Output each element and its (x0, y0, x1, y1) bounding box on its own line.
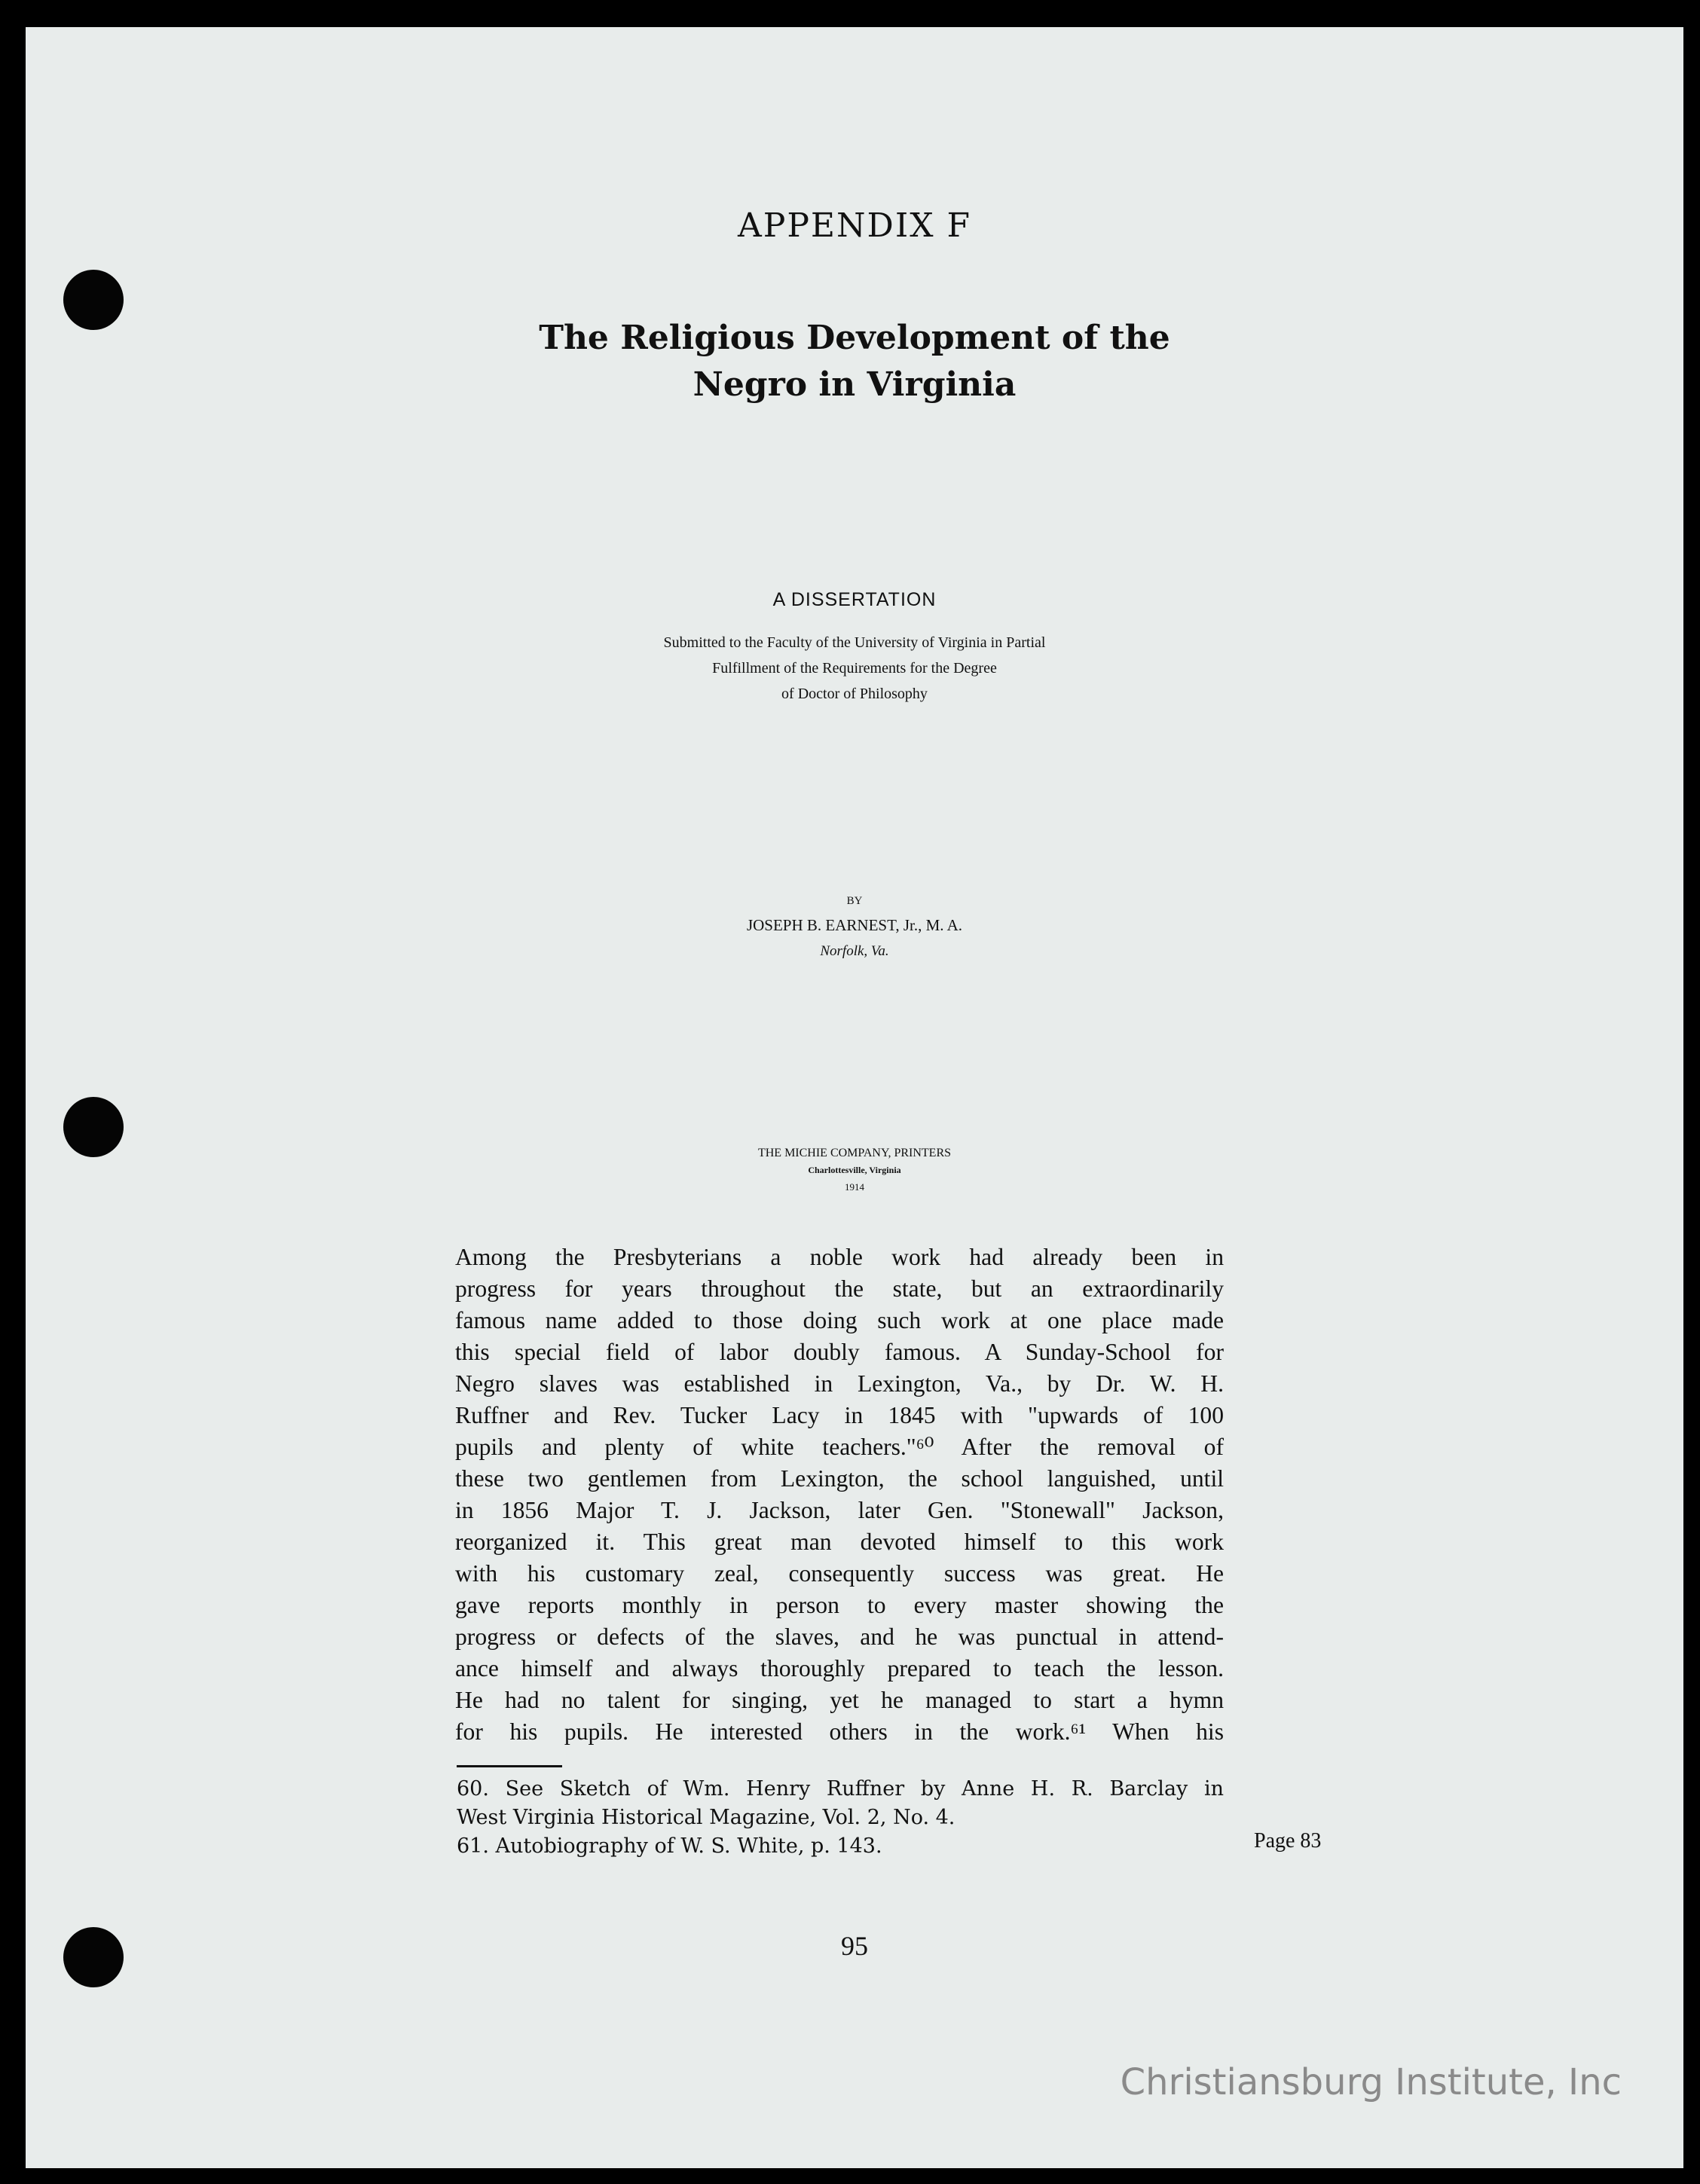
appendix-heading: APPENDIX F (737, 206, 972, 245)
submission-line: Submitted to the Faculty of the University of Virginia in Partial (663, 634, 1046, 651)
author-location: Norfolk, Va. (820, 943, 889, 959)
title-line: The Religious Development of the (539, 319, 1170, 357)
body-line: with his customary zeal, consequently success was great. He (455, 1560, 1224, 1587)
body-line: progress for years throughout the state, but an extraordinarily (455, 1275, 1224, 1302)
by-label: BY (846, 895, 863, 907)
body-line: progress or defects of the slaves, and he was punctual in attend- (455, 1623, 1224, 1650)
document-page (26, 27, 1683, 2168)
body-line: famous name added to those doing such work at one place made (455, 1307, 1224, 1333)
title-line: Negro in Virginia (693, 365, 1017, 404)
body-line: Among the Presbyterians a noble work had already been in (455, 1244, 1224, 1270)
body-line: Ruffner and Rev. Tucker Lacy in 1845 with "upwards of 100 (455, 1402, 1224, 1428)
body-paragraph (455, 1242, 1224, 1748)
footnotes (457, 1775, 1224, 1861)
footnote-line: West Virginia Historical Magazine, Vol. 2, No. 4. (457, 1806, 955, 1829)
printer-year: 1914 (845, 1181, 864, 1193)
page-number: 95 (841, 1931, 868, 1961)
submission-line: of Doctor of Philosophy (781, 686, 928, 702)
author-name: JOSEPH B. EARNEST, Jr., M. A. (746, 916, 963, 934)
footnote-line: 60. See Sketch of Wm. Henry Ruffner by Anne H. R. Barclay in (457, 1777, 1224, 1801)
document-title (26, 315, 1683, 408)
submission-line: Fulfillment of the Requirements for the Degree (712, 660, 997, 677)
body-line: reorganized it. This great man devoted himself to this work (455, 1529, 1224, 1555)
printer-place: Charlottesville, Virginia (808, 1165, 901, 1175)
footnote-divider (457, 1765, 562, 1767)
submission-statement (26, 630, 1683, 707)
dissertation-label: A DISSERTATION (772, 589, 937, 610)
footnote-line: 61. Autobiography of W. S. White, p. 143. (457, 1834, 882, 1858)
body-line: pupils and plenty of white teachers."⁶⁰ After the removal of (455, 1434, 1224, 1460)
body-line: ance himself and always thoroughly prepared to teach the lesson. (455, 1655, 1224, 1682)
printer-name: THE MICHIE COMPANY, PRINTERS (757, 1147, 952, 1159)
body-line: for his pupils. He interested others in the work.⁶¹ When his (455, 1718, 1224, 1745)
watermark: Christiansburg Institute, Inc (1120, 2061, 1622, 2103)
page-reference: Page 83 (1254, 1829, 1322, 1853)
body-line: this special field of labor doubly famous. A Sunday-School for (455, 1339, 1224, 1365)
body-line: gave reports monthly in person to every master showing the (455, 1592, 1224, 1618)
body-line: He had no talent for singing, yet he managed to start a hymn (455, 1687, 1224, 1713)
body-line: these two gentlemen from Lexington, the school languished, until (455, 1465, 1224, 1492)
body-line: Negro slaves was established in Lexington, Va., by Dr. W. H. (455, 1370, 1224, 1397)
body-line: in 1856 Major T. J. Jackson, later Gen. "Stonewall" Jackson, (455, 1497, 1224, 1523)
